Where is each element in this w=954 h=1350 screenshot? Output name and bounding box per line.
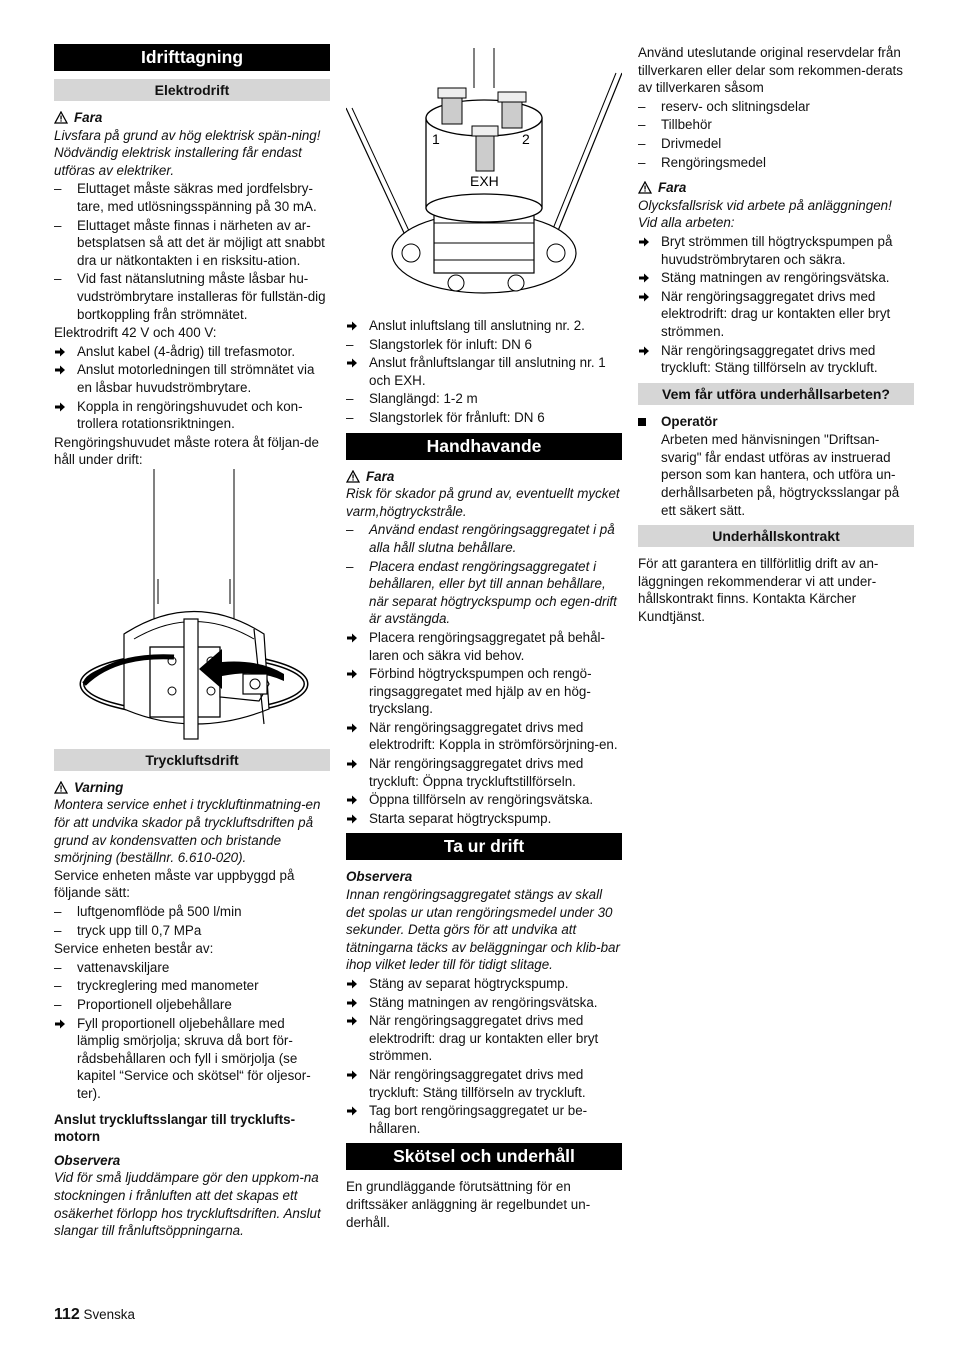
warning-triangle-icon: [54, 781, 68, 794]
arrow-bullet-icon: [54, 343, 74, 363]
list-item: – luftgenomflöde på 500 l/min: [54, 904, 242, 920]
port-label-1: 1: [432, 131, 440, 147]
language-label: Svenska: [83, 1307, 135, 1322]
maintenance-intro: En grundläggande förutsättning för en driftssäker anläggning är regelbundet un-derhåll.: [346, 1179, 591, 1230]
connect-hoses-heading: Anslut tryckluftsslangar till trycklufts-motorn: [54, 1111, 296, 1145]
list-item: Anslut motorledningen till strömnätet via en låsbar huvudströmbrytare.: [54, 361, 330, 396]
dash-bullet-icon: –: [346, 522, 354, 538]
subheading-tryckluftsdrift: Tryckluftsdrift: [54, 749, 330, 771]
arrow-bullet-icon: [346, 994, 366, 1014]
arrow-bullet-icon: [638, 269, 658, 289]
list-item: – Slangstorlek för frånluft: DN 6: [346, 409, 545, 425]
arrow-bullet-icon: [346, 354, 366, 374]
list-item: När rengöringsaggregatet drivs med elektrodrift: Koppla in strömförsörjning-en.: [346, 719, 622, 754]
operator-text: Arbeten med hänvisningen "Driftsan-svarig" får endast utföras av instruerad person som kan hantera, och utföra un-derhållsarbeten på, högtrycksslangar på ett säkert sätt.: [661, 432, 900, 518]
observe-text: Vid för små ljuddämpare gör den uppkom-na stockningen i frånluften att det skapas ett osäkerhet förlopp hos tryckluftsdriften. Anslut slangar till frånluftsöppningarna.: [54, 1170, 321, 1239]
arrow-bullet-icon: [346, 629, 366, 649]
dash-bullet-icon: –: [54, 997, 62, 1012]
rotation-note: Rengöringshuvudet måste rotera åt följan-de håll under drift:: [54, 434, 319, 468]
dash-bullet-icon: –: [54, 181, 62, 197]
observe-text: Innan rengöringsaggregatet stängs av skall det spolas ur utan rengöringsmedel under 30 sekunder. Detta görs för att undvika att tätningarna täcks av beläggningar och klib-bar ihop vilket leder till för tidigt slitage.: [346, 887, 620, 973]
contract-text: För att garantera en tillförlitlig drift av an-läggningen rekommenderar vi att under-hållskontrakt finns. Kontakta Kärcher Kundtjänst.: [638, 556, 879, 625]
danger-note: Fara: [638, 179, 914, 197]
list-item: Fyll proportionell oljebehållare med lämplig smörjolja; skruva då bort för-rådsbehållaren och fyll i smörjolja (se kapitel “Service och skötsel“ för oljesor-ter).: [54, 1015, 330, 1103]
port-label-exh: EXH: [470, 173, 499, 189]
arrow-bullet-icon: [638, 342, 658, 362]
list-item: – vattenavskiljare: [54, 959, 170, 975]
spare-parts-intro: Använd uteslutande original reservdelar från tillverkaren eller delar som rekommen-derats av tillverkaren såsom: [638, 45, 903, 96]
danger-note: Fara: [54, 109, 330, 127]
section-title-ta-ur-drift: Ta ur drift: [346, 833, 622, 860]
service-components: Service enheten består av:: [54, 941, 214, 957]
voltage-note: Elektrodrift 42 V och 400 V:: [54, 325, 217, 341]
list-item: Anslut frånluftslangar till anslutning nr. 1 och EXH.: [346, 354, 622, 389]
list-item: – Drivmedel: [638, 135, 722, 151]
list-item: – Använd endast rengöringsaggregatet i på alla håll slutna behållare.: [346, 522, 615, 555]
warning-triangle-icon: [638, 181, 652, 194]
list-item: När rengöringsaggregatet drivs med elektrodrift: drag ur kontakten eller bryt strömmen.: [346, 1012, 622, 1065]
list-item: Tag bort rengöringsaggregatet ur be-hållaren.: [346, 1102, 622, 1137]
dash-bullet-icon: –: [346, 558, 354, 574]
warning-triangle-icon: [346, 470, 360, 483]
arrow-bullet-icon: [346, 719, 366, 739]
list-item: När rengöringsaggregatet drivs med tryckluft: Öppna tryckluftstillförseln.: [346, 755, 622, 790]
list-item: När rengöringsaggregatet drivs med tryckluft: Stäng tillförseln av tryckluft.: [346, 1066, 622, 1101]
list-item: Stäng matningen av rengöringsvätska.: [346, 994, 622, 1012]
dash-bullet-icon: –: [638, 154, 646, 170]
dash-bullet-icon: –: [346, 409, 354, 425]
arrow-bullet-icon: [346, 1066, 366, 1086]
arrow-bullet-icon: [346, 665, 366, 685]
danger-note: Fara: [346, 468, 622, 486]
list-item: – Tillbehör: [638, 117, 712, 133]
list-item: Öppna tillförseln av rengöringsvätska.: [346, 791, 622, 809]
warning-triangle-icon: [54, 111, 68, 124]
list-item: När rengöringsaggregatet drivs med tryckluft: Stäng tillförseln av tryckluft.: [638, 342, 914, 377]
list-item: Anslut inluftslang till anslutning nr. 2.: [346, 317, 622, 335]
arrow-bullet-icon: [346, 1012, 366, 1032]
arrow-bullet-icon: [346, 975, 366, 995]
arrow-bullet-icon: [346, 810, 366, 830]
rotation-figure: [54, 469, 330, 749]
subheading-elektrodrift: Elektrodrift: [54, 79, 330, 101]
danger-text: Risk för skador på grund av, eventuellt mycket varm,högtryckstråle.: [346, 486, 620, 519]
section-title-handhavande: Handhavande: [346, 433, 622, 460]
section-title-skotsel: Skötsel och underhåll: [346, 1143, 622, 1170]
arrow-bullet-icon: [54, 1015, 74, 1035]
subheading-underhallskontrakt: Underhållskontrakt: [638, 525, 914, 547]
list-item: Bryt strömmen till högtryckspumpen på huvudströmbrytaren och säkra.: [638, 233, 914, 268]
dash-bullet-icon: –: [346, 336, 354, 352]
list-item: – Rengöringsmedel: [638, 154, 766, 170]
dash-bullet-icon: –: [638, 135, 646, 151]
list-item: Starta separat högtryckspump.: [346, 810, 622, 828]
list-item: – Slanglängd: 1-2 m: [346, 391, 478, 407]
list-item: – Slangstorlek för inluft: DN 6: [346, 336, 532, 352]
warning-text: Montera service enhet i tryckluftinmatning-en för att undvika skador på tryckluftsdriften på grund av kondensvatten och bristande smörjning (beställnr. 6.610-020).: [54, 797, 321, 866]
column-2: [346, 48, 622, 1231]
service-requirements: Service enheten måste var uppbyggd på följande sätt:: [54, 867, 295, 901]
arrow-bullet-icon: [346, 317, 366, 337]
arrow-bullet-icon: [54, 361, 74, 381]
dash-bullet-icon: –: [638, 117, 646, 133]
list-item: – Proportionell oljebehållare: [54, 997, 232, 1012]
arrow-bullet-icon: [638, 288, 658, 308]
dash-bullet-icon: –: [54, 217, 62, 233]
list-item: – reserv- och slitningsdelar: [638, 98, 810, 114]
arrow-bullet-icon: [638, 233, 658, 253]
dash-bullet-icon: –: [54, 959, 62, 975]
dash-bullet-icon: –: [638, 98, 646, 114]
square-bullet-icon: [638, 418, 646, 426]
air-motor-figure: [346, 48, 622, 298]
dash-bullet-icon: –: [54, 904, 62, 920]
observe-label: Observera: [346, 869, 413, 885]
list-item: – Eluttaget måste finnas i närheten av ar-betsplatsen så att det är möjligt att snabbt dra ur nätkontakten i en risksitu-ation.: [54, 217, 325, 268]
page-number: 112: [54, 1306, 80, 1323]
list-item: – Eluttaget måste säkras med jordfelsbry-tare, med utlösningsspänning på 30 mA.: [54, 181, 317, 214]
list-item: Placera rengöringsaggregatet på behål-laren och säkra vid behov.: [346, 629, 622, 664]
dash-bullet-icon: –: [54, 922, 62, 938]
danger-text: Olycksfallsrisk vid arbete på anläggningen! Vid alla arbeten:: [638, 197, 892, 231]
list-item: – Vid fast nätanslutning måste låsbar hu-vudströmbrytare installeras för fullstän-dig bortkoppling från strömnätet.: [54, 271, 326, 322]
danger-text: Livsfara på grund av hög elektrisk spän-ning! Nödvändig elektrisk installering får endast utföras av elektriker.: [54, 127, 321, 178]
section-title-idrifttagning: Idrifttagning: [54, 44, 330, 71]
dash-bullet-icon: –: [346, 391, 354, 407]
list-item: – tryckreglering med manometer: [54, 978, 259, 994]
list-item: Förbind högtryckspumpen och rengö-ringsaggregatet med hjälp av en hög-tryckslang.: [346, 665, 622, 718]
arrow-bullet-icon: [346, 1102, 366, 1122]
list-item: Anslut kabel (4-ådrig) till trefasmotor.: [54, 343, 330, 361]
list-item: Operatör: [638, 413, 914, 431]
list-item: Stäng matningen av rengöringsvätska.: [638, 269, 914, 287]
port-label-2: 2: [522, 131, 530, 147]
list-item: Stäng av separat högtryckspump.: [346, 975, 622, 993]
warning-note: Varning: [54, 779, 330, 797]
list-item: När rengöringsaggregatet drivs med elektrodrift: drag ur kontakten eller bryt strömmen.: [638, 288, 914, 341]
column-3: [638, 44, 914, 626]
list-item: Koppla in rengöringshuvudet och kon-trollera rotationsriktningen.: [54, 398, 330, 433]
list-item: – Placera endast rengöringsaggregatet i behållaren, eller byt till annan behållare, när separat högtryckspump och egen-drift är avstängda.: [346, 558, 617, 627]
observe-label: Observera: [54, 1152, 121, 1168]
subheading-vem: Vem får utföra underhållsarbeten?: [638, 383, 914, 405]
dash-bullet-icon: –: [54, 978, 62, 994]
arrow-bullet-icon: [54, 398, 74, 418]
list-item: – tryck upp till 0,7 MPa: [54, 922, 202, 938]
column-1: [54, 44, 330, 1240]
arrow-bullet-icon: [346, 755, 366, 775]
page-footer: [54, 1306, 135, 1324]
arrow-bullet-icon: [346, 791, 366, 811]
dash-bullet-icon: –: [54, 271, 62, 287]
